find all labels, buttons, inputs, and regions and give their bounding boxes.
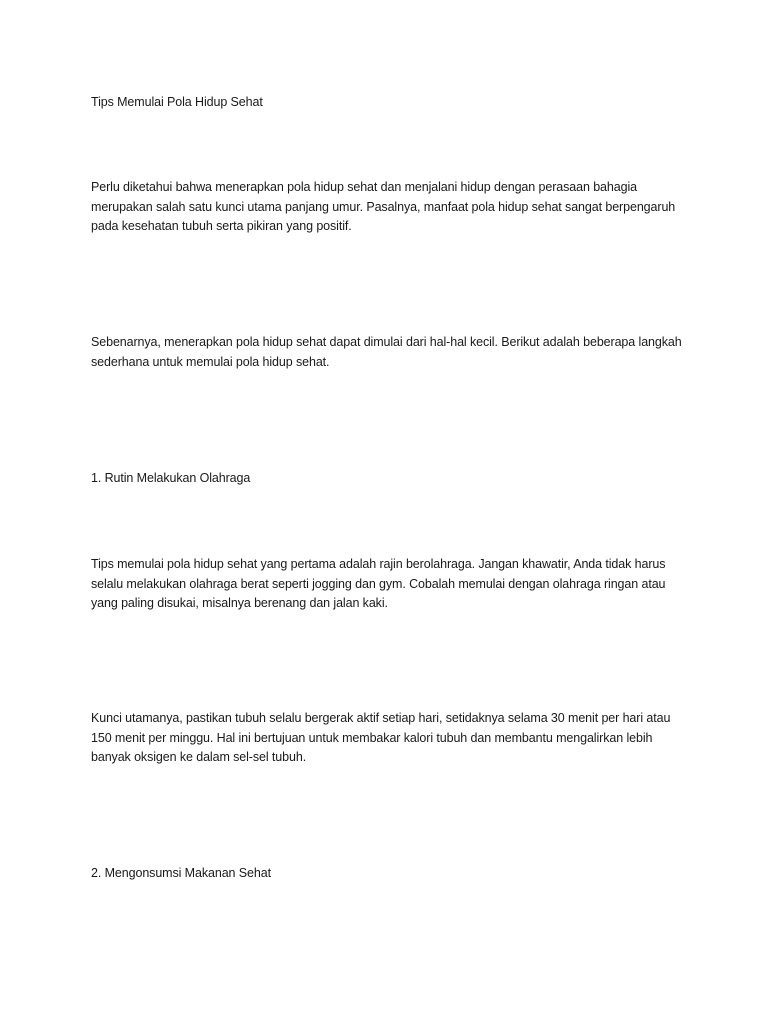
paragraph-overview: Sebenarnya, menerapkan pola hidup sehat dapat dimulai dari hal-hal kecil. Berikut adalah beberapa langkah sederhana untuk memulai pola hidup sehat. xyxy=(91,335,682,369)
document-title: Tips Memulai Pola Hidup Sehat xyxy=(91,95,263,109)
section-heading-makanan: 2. Mengonsumsi Makanan Sehat xyxy=(91,866,271,880)
paragraph-olahraga-1: Tips memulai pola hidup sehat yang pertama adalah rajin berolahraga. Jangan khawatir, Anda tidak harus selalu melakukan olahraga berat seperti jogging dan gym. Cobalah memulai dengan olahraga ringan atau yang paling disukai, misalnya berenang dan jalan kaki. xyxy=(91,557,666,610)
paragraph-olahraga-2: Kunci utamanya, pastikan tubuh selalu bergerak aktif setiap hari, setidaknya selama 30 menit per hari atau 150 menit per minggu. Hal ini bertujuan untuk membakar kalori tubuh dan membantu mengalirkan lebih banyak oksigen ke dalam sel-sel tubuh. xyxy=(91,711,671,764)
paragraph-intro: Perlu diketahui bahwa menerapkan pola hidup sehat dan menjalani hidup dengan perasaan bahagia merupakan salah satu kunci utama panjang umur. Pasalnya, manfaat pola hidup sehat sangat berpengaruh pada kesehatan tubuh serta pikiran yang positif. xyxy=(91,180,676,233)
section-heading-olahraga: 1. Rutin Melakukan Olahraga xyxy=(91,471,251,485)
